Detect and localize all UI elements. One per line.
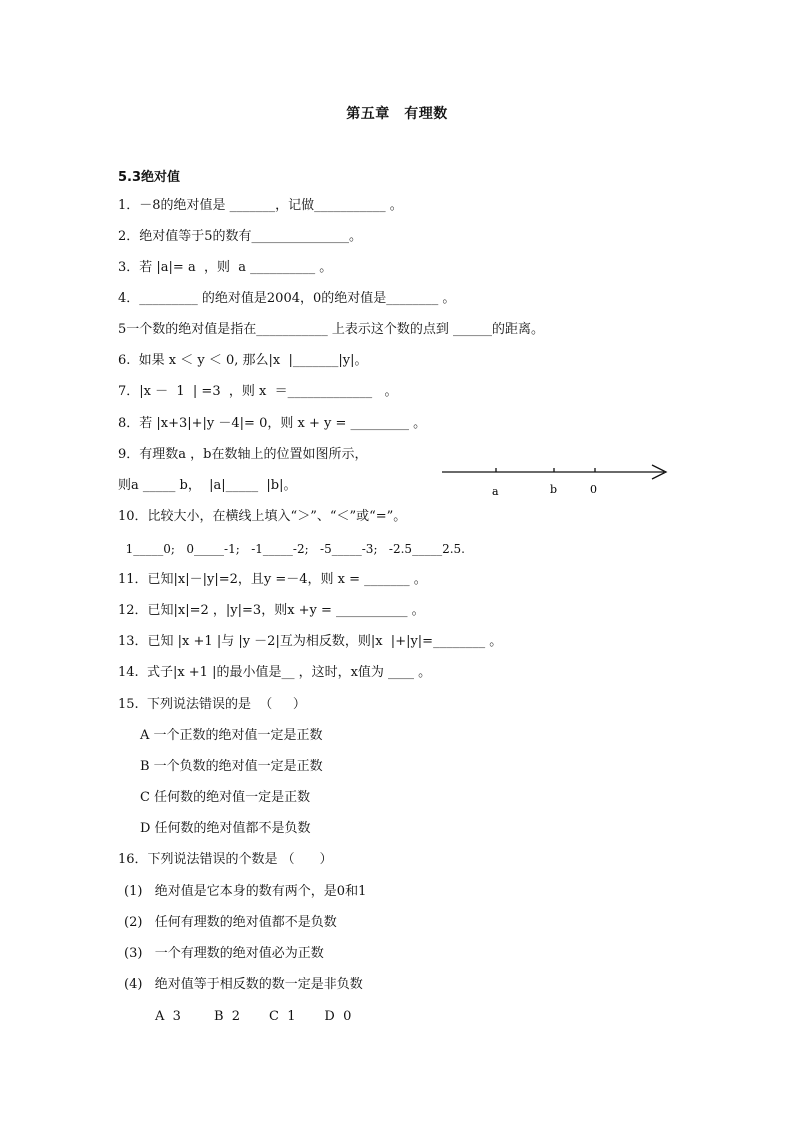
question-10: 10．比较大小，在横线上填入“＞”、“＜”或“=”。 xyxy=(118,509,407,524)
question-6: 6. 如果 x ＜ y ＜ 0, 那么|x |_______|y|。 xyxy=(118,353,368,368)
question-11: 11．已知|x|－|y|=2，且y =－4，则 x = _______ 。 xyxy=(118,572,427,587)
question-1: 1．－8的绝对值是 _______，记做___________ 。 xyxy=(118,198,403,213)
q15-option-a: A 一个正数的绝对值一定是正数 xyxy=(140,728,323,743)
question-9-blanks: 则a _____ b， |a|_____ |b|。 xyxy=(118,478,297,493)
chapter-title: 第五章 有理数 xyxy=(346,106,448,122)
q16-item-1: (1) 绝对值是它本身的数有两个，是0和1 xyxy=(124,884,367,899)
q16-item-2: (2) 任何有理数的绝对值都不是负数 xyxy=(124,915,337,930)
q15-option-c: C 任何数的绝对值一定是正数 xyxy=(140,790,311,805)
label-zero: 0 xyxy=(590,483,597,496)
question-7: 7．|x － 1 | =3 ，则 x ＝_____________ 。 xyxy=(118,384,398,399)
q15-option-b: B 一个负数的绝对值一定是正数 xyxy=(140,759,323,774)
question-12: 12．已知|x|=2 ，|y|=3，则x +y = ___________ 。 xyxy=(118,603,425,618)
number-line xyxy=(440,462,670,502)
question-8: 8．若 |x+3|+|y －4|= 0，则 x + y = _________ 。 xyxy=(118,416,427,431)
question-14: 14. 式子|x +1 |的最小值是__ ，这时，x值为 ____ 。 xyxy=(118,665,432,680)
question-10-items: 1_____0; 0_____-1; -1_____-2; -5_____-3; -2.5_____2.5. xyxy=(118,542,465,556)
q16-answer-choices: A 3 B 2 C 1 D 0 xyxy=(155,1009,352,1024)
question-16: 16．下列说法错误的个数是 （ ） xyxy=(118,852,333,867)
q16-item-4: (4) 绝对值等于相反数的数一定是非负数 xyxy=(124,977,363,992)
question-5: 5一个数的绝对值是指在___________ 上表示这个数的点到 ______的距离。 xyxy=(118,322,545,337)
label-a: a xyxy=(492,485,499,498)
q15-option-d: D 任何数的绝对值都不是负数 xyxy=(140,821,311,836)
section-heading: 5.3绝对值 xyxy=(118,170,181,185)
question-4: 4．_________ 的绝对值是2004，0的绝对值是________ 。 xyxy=(118,291,456,306)
q16-item-3: (3) 一个有理数的绝对值必为正数 xyxy=(124,946,324,961)
question-15: 15. 下列说法错误的是 （ ） xyxy=(118,697,306,712)
question-9-text: 9．有理数a ，b在数轴上的位置如图所示， xyxy=(118,447,368,462)
question-13: 13．已知 |x +1 |与 |y －2|互为相反数，则|x |+|y|=________ 。 xyxy=(118,634,503,649)
question-2: 2．绝对值等于5的数有_______________。 xyxy=(118,229,363,244)
question-3: 3．若 |a|= a ，则 a __________ 。 xyxy=(118,260,333,275)
label-b: b xyxy=(550,483,558,496)
